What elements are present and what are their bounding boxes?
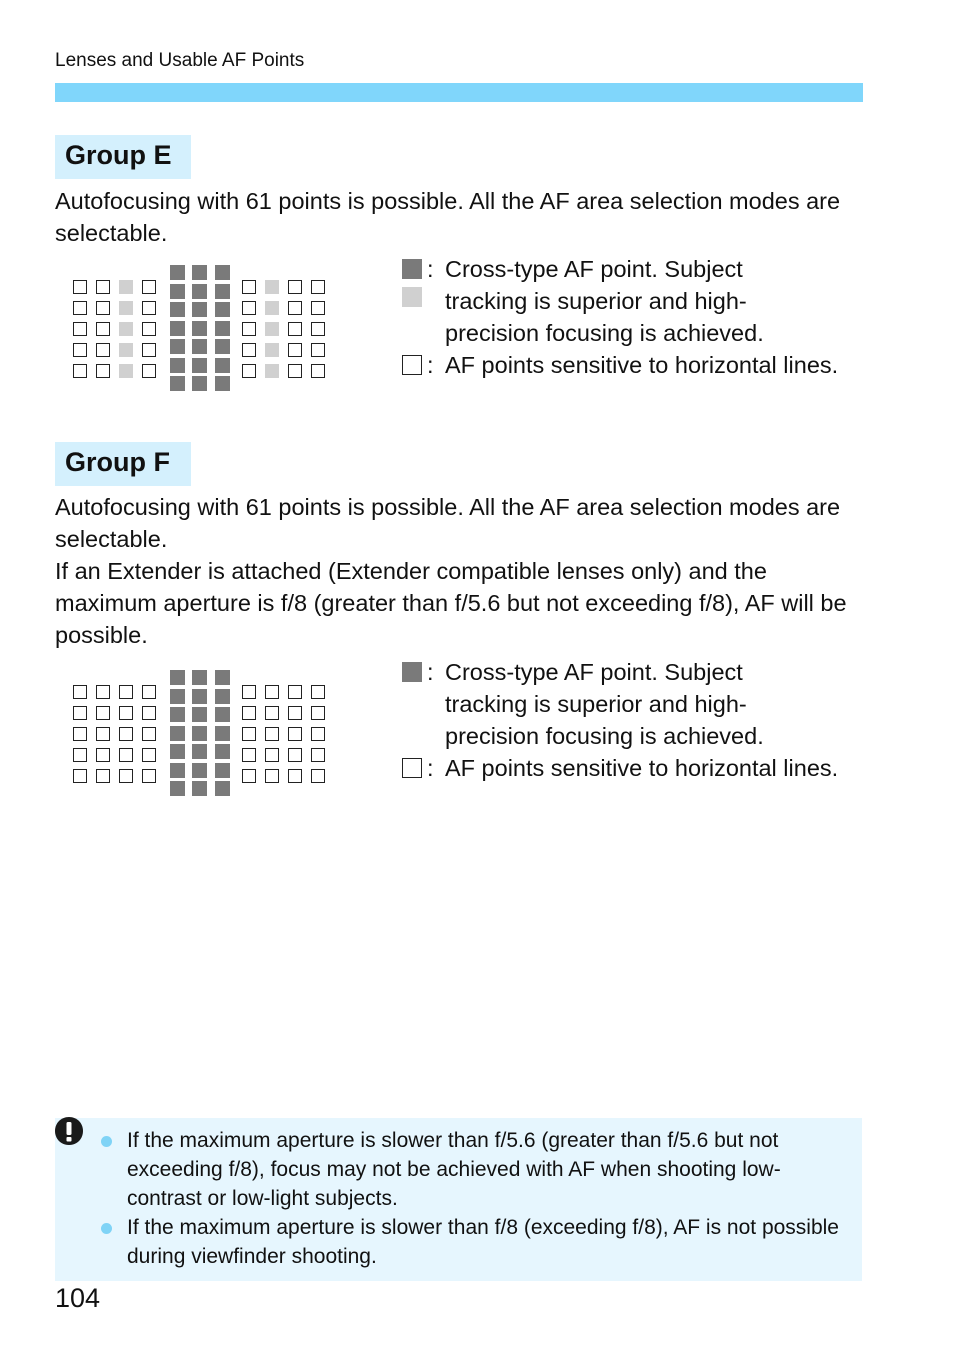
- cross-type-af-point: [215, 358, 230, 373]
- cross-type-af-point: [119, 280, 133, 294]
- cross-type-af-point: [215, 744, 230, 759]
- horizontal-af-point: [73, 685, 87, 699]
- group-f-tab: Group F: [55, 442, 191, 486]
- cross-type-af-point: [192, 707, 207, 722]
- horizontal-af-point: [288, 685, 302, 699]
- cross-type-af-point: [192, 284, 207, 299]
- cross-type-af-point: [215, 265, 230, 280]
- horizontal-af-point: [96, 364, 110, 378]
- cross-type-af-point: [215, 321, 230, 336]
- horizontal-af-point: [288, 322, 302, 336]
- cross-type-af-point: [215, 284, 230, 299]
- cross-type-af-point: [170, 763, 185, 778]
- horizontal-af-point: [142, 364, 156, 378]
- outline-point-swatch: [402, 758, 422, 778]
- legend-horizontal-text: AF points sensitive to horizontal lines.: [445, 755, 839, 781]
- horizontal-af-point: [242, 280, 256, 294]
- bullet-icon: [101, 1136, 112, 1147]
- horizontal-af-point: [311, 364, 325, 378]
- cross-type-af-point: [215, 670, 230, 685]
- cross-type-af-point: [215, 781, 230, 796]
- horizontal-af-point: [96, 280, 110, 294]
- horizontal-af-point: [311, 706, 325, 720]
- group-e-af-point-diagram: [73, 265, 329, 395]
- cross-type-af-point: [170, 744, 185, 759]
- horizontal-af-point: [73, 727, 87, 741]
- horizontal-af-point: [242, 301, 256, 315]
- horizontal-af-point: [96, 343, 110, 357]
- horizontal-af-point: [265, 748, 279, 762]
- cross-type-af-point: [170, 358, 185, 373]
- horizontal-af-point: [142, 280, 156, 294]
- cross-type-af-point: [119, 343, 133, 357]
- cross-type-af-point: [119, 322, 133, 336]
- cross-type-af-point: [215, 302, 230, 317]
- group-e-description: Autofocusing with 61 points is possible. All the AF area selection modes are selectable.: [55, 188, 841, 246]
- cross-type-af-point: [170, 265, 185, 280]
- dark-point-swatch: [402, 662, 422, 682]
- horizontal-af-point: [142, 322, 156, 336]
- cross-type-af-point: [170, 781, 185, 796]
- caution-icon: [54, 1116, 84, 1146]
- cross-type-af-point: [215, 339, 230, 354]
- cross-type-af-point: [215, 689, 230, 704]
- horizontal-af-point: [96, 727, 110, 741]
- cross-type-af-point: [265, 301, 279, 315]
- horizontal-af-point: [265, 727, 279, 741]
- horizontal-af-point: [288, 769, 302, 783]
- cross-type-af-point: [192, 781, 207, 796]
- legend-horizontal: : AF points sensitive to horizontal lines.: [402, 349, 872, 381]
- cross-type-af-point: [192, 763, 207, 778]
- horizontal-af-point: [242, 748, 256, 762]
- group-f-af-point-diagram: [73, 670, 329, 800]
- cross-type-af-point: [170, 339, 185, 354]
- horizontal-af-point: [311, 343, 325, 357]
- caution-box: If the maximum aperture is slower than f/5.6 (greater than f/5.6 but not exceeding f/8), focus may not be achieved with AF when shooting low-contrast or low-light subjects. If the maximum aperture is slower than f/8 (exceeding f/8), AF is not possible during viewfinder shooting.: [55, 1118, 862, 1281]
- horizontal-af-point: [265, 769, 279, 783]
- horizontal-af-point: [73, 301, 87, 315]
- legend-cross-type-text-1: Cross-type AF point. Subject: [445, 659, 743, 685]
- cross-type-af-point: [119, 301, 133, 315]
- legend-cross-type-text-3: precision focusing is achieved.: [445, 723, 764, 749]
- horizontal-af-point: [311, 727, 325, 741]
- horizontal-af-point: [119, 706, 133, 720]
- horizontal-af-point: [96, 322, 110, 336]
- legend-horizontal-text: AF points sensitive to horizontal lines.: [445, 352, 839, 378]
- legend-horizontal: : AF points sensitive to horizontal lines.: [402, 752, 872, 784]
- horizontal-af-point: [242, 685, 256, 699]
- horizontal-af-point: [73, 706, 87, 720]
- group-f-legend: [402, 656, 872, 784]
- cross-type-af-point: [192, 744, 207, 759]
- horizontal-af-point: [288, 301, 302, 315]
- group-e-legend: [402, 253, 872, 381]
- cross-type-af-point: [192, 726, 207, 741]
- horizontal-af-point: [311, 748, 325, 762]
- horizontal-af-point: [288, 748, 302, 762]
- cross-type-af-point: [265, 322, 279, 336]
- cross-type-af-point: [192, 376, 207, 391]
- horizontal-af-point: [73, 748, 87, 762]
- cross-type-af-point: [170, 321, 185, 336]
- horizontal-af-point: [142, 769, 156, 783]
- cross-type-af-point: [119, 364, 133, 378]
- cross-type-af-point: [192, 670, 207, 685]
- cross-type-af-point: [215, 763, 230, 778]
- horizontal-af-point: [119, 769, 133, 783]
- light-point-swatch: [402, 287, 422, 307]
- horizontal-af-point: [242, 769, 256, 783]
- dark-point-swatch: [402, 259, 422, 279]
- cross-type-af-point: [170, 726, 185, 741]
- horizontal-af-point: [288, 343, 302, 357]
- cross-type-af-point: [215, 707, 230, 722]
- horizontal-af-point: [142, 343, 156, 357]
- horizontal-af-point: [73, 343, 87, 357]
- horizontal-af-point: [142, 706, 156, 720]
- group-f-description-2: If an Extender is attached (Extender compatible lenses only) and the maximum aperture is f/8 (greater than f/5.6 but not exceeding f/8), AF will be possible.: [55, 558, 847, 648]
- page-number: 104: [55, 1283, 101, 1313]
- cross-type-af-point: [170, 284, 185, 299]
- horizontal-af-point: [242, 364, 256, 378]
- legend-cross-type-text-2: tracking is superior and high-: [445, 288, 747, 314]
- legend-cross-type-text-2: tracking is superior and high-: [445, 691, 747, 717]
- horizontal-af-point: [142, 748, 156, 762]
- header-bar: [55, 83, 863, 102]
- horizontal-af-point: [73, 280, 87, 294]
- horizontal-af-point: [288, 364, 302, 378]
- horizontal-af-point: [119, 748, 133, 762]
- horizontal-af-point: [311, 769, 325, 783]
- horizontal-af-point: [119, 685, 133, 699]
- horizontal-af-point: [311, 301, 325, 315]
- horizontal-af-point: [96, 769, 110, 783]
- horizontal-af-point: [242, 727, 256, 741]
- horizontal-af-point: [265, 685, 279, 699]
- horizontal-af-point: [311, 685, 325, 699]
- cross-type-af-point: [192, 339, 207, 354]
- cross-type-af-point: [192, 358, 207, 373]
- horizontal-af-point: [288, 706, 302, 720]
- horizontal-af-point: [73, 322, 87, 336]
- legend-cross-type-text-3: precision focusing is achieved.: [445, 320, 764, 346]
- horizontal-af-point: [119, 727, 133, 741]
- group-f-description-1: Autofocusing with 61 points is possible. All the AF area selection modes are selectable.: [55, 494, 841, 552]
- horizontal-af-point: [311, 280, 325, 294]
- cross-type-af-point: [170, 302, 185, 317]
- horizontal-af-point: [242, 343, 256, 357]
- horizontal-af-point: [96, 301, 110, 315]
- cross-type-af-point: [192, 321, 207, 336]
- horizontal-af-point: [96, 685, 110, 699]
- cross-type-af-point: [265, 364, 279, 378]
- horizontal-af-point: [242, 706, 256, 720]
- cross-type-af-point: [215, 726, 230, 741]
- horizontal-af-point: [311, 322, 325, 336]
- legend-cross-type-text-1: Cross-type AF point. Subject: [445, 256, 743, 282]
- horizontal-af-point: [73, 769, 87, 783]
- legend-cross-type: : Cross-type AF point. Subject tracking is superior and high- precision focusing is achieved.: [402, 656, 872, 752]
- legend-cross-type: : Cross-type AF point. Subject tracking is superior and high- precision focusing is achieved.: [402, 253, 872, 349]
- horizontal-af-point: [288, 727, 302, 741]
- cross-type-af-point: [170, 689, 185, 704]
- horizontal-af-point: [142, 301, 156, 315]
- bullet-icon: [101, 1223, 112, 1234]
- running-header: Lenses and Usable AF Points: [55, 50, 305, 71]
- horizontal-af-point: [242, 322, 256, 336]
- horizontal-af-point: [142, 727, 156, 741]
- horizontal-af-point: [96, 706, 110, 720]
- horizontal-af-point: [288, 280, 302, 294]
- cross-type-af-point: [170, 670, 185, 685]
- cross-type-af-point: [265, 280, 279, 294]
- cross-type-af-point: [192, 689, 207, 704]
- cross-type-af-point: [170, 707, 185, 722]
- cross-type-af-point: [192, 265, 207, 280]
- group-e-tab: Group E: [55, 135, 191, 179]
- horizontal-af-point: [96, 748, 110, 762]
- outline-point-swatch: [402, 355, 422, 375]
- horizontal-af-point: [73, 364, 87, 378]
- horizontal-af-point: [265, 706, 279, 720]
- cross-type-af-point: [170, 376, 185, 391]
- cross-type-af-point: [192, 302, 207, 317]
- cross-type-af-point: [215, 376, 230, 391]
- horizontal-af-point: [142, 685, 156, 699]
- cross-type-af-point: [265, 343, 279, 357]
